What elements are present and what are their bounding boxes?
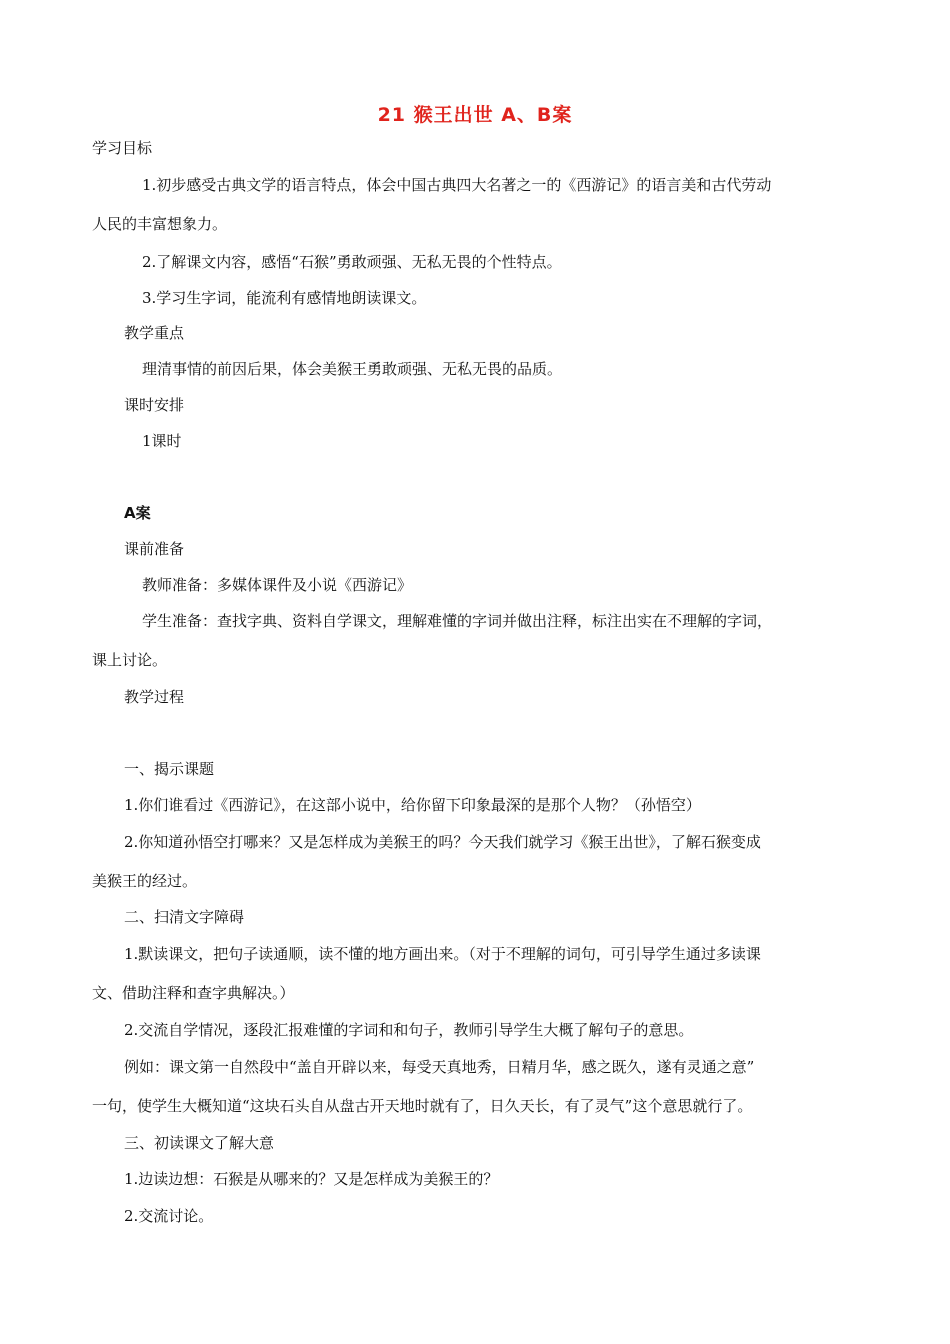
section-heading-preparation: 课前准备 xyxy=(124,540,185,558)
section-heading-schedule: 课时安排 xyxy=(124,396,185,414)
section-heading-clear-obstacles: 二、扫清文字障碍 xyxy=(124,908,245,926)
paragraph-line: 文、借助注释和查字典解决。） xyxy=(92,984,295,1002)
section-heading-plan-a: A案 xyxy=(124,504,151,522)
paragraph-line: 1课时 xyxy=(142,432,182,450)
paragraph-line: 1.初步感受古典文学的语言特点，体会中国古典四大名著之一的《西游记》的语言美和古代劳动 xyxy=(142,176,772,194)
section-heading-process: 教学过程 xyxy=(124,688,185,706)
paragraph-line: 学生准备：查找字典、资料自学课文，理解难懂的字词并做出注释，标注出实在不理解的字词， xyxy=(142,612,773,630)
paragraph-line: 教师准备：多媒体课件及小说《西游记》 xyxy=(142,576,413,594)
paragraph-line: 人民的丰富想象力。 xyxy=(92,215,228,233)
document-title: 21 猴王出世 A、B案 xyxy=(377,104,573,126)
paragraph-line: 3.学习生字词，能流利有感情地朗读课文。 xyxy=(142,289,427,307)
paragraph-line: 2.交流自学情况，逐段汇报难懂的字词和和句子，教师引导学生大概了解句子的意思。 xyxy=(124,1021,694,1039)
paragraph-line: 一句，使学生大概知道“这块石头自从盘古开天地时就有了，日久天长，有了灵气”这个意思就行了。 xyxy=(92,1097,753,1115)
paragraph-line: 理清事情的前因后果，体会美猴王勇敢顽强、无私无畏的品质。 xyxy=(142,360,563,378)
section-heading-key-points: 教学重点 xyxy=(124,324,185,342)
paragraph-line: 美猴王的经过。 xyxy=(92,872,198,890)
paragraph-line: 课上讨论。 xyxy=(92,651,168,669)
paragraph-line: 1.你们谁看过《西游记》，在这部小说中，给你留下印象最深的是那个人物？（孙悟空） xyxy=(124,796,701,814)
paragraph-line: 例如：课文第一自然段中“盖自开辟以来，每受天真地秀，日精月华，感之既久，遂有灵通之意” xyxy=(124,1058,755,1076)
paragraph-line: 2.了解课文内容，感悟“石猴”勇敢顽强、无私无畏的个性特点。 xyxy=(142,253,562,271)
paragraph-line: 1.边读边想：石猴是从哪来的？又是怎样成为美猴王的？ xyxy=(124,1170,499,1188)
paragraph-line: 2.交流讨论。 xyxy=(124,1207,214,1225)
paragraph-line: 2.你知道孙悟空打哪来？又是怎样成为美猴王的吗？今天我们就学习《猴王出世》，了解石猴变成 xyxy=(124,833,761,851)
section-heading-reveal-topic: 一、揭示课题 xyxy=(124,760,215,778)
section-heading-first-reading: 三、初读课文了解大意 xyxy=(124,1134,275,1152)
section-heading-objectives: 学习目标 xyxy=(92,139,153,157)
paragraph-line: 1.默读课文，把句子读通顺，读不懂的地方画出来。（对于不理解的词句，可引导学生通过多读课 xyxy=(124,945,761,963)
